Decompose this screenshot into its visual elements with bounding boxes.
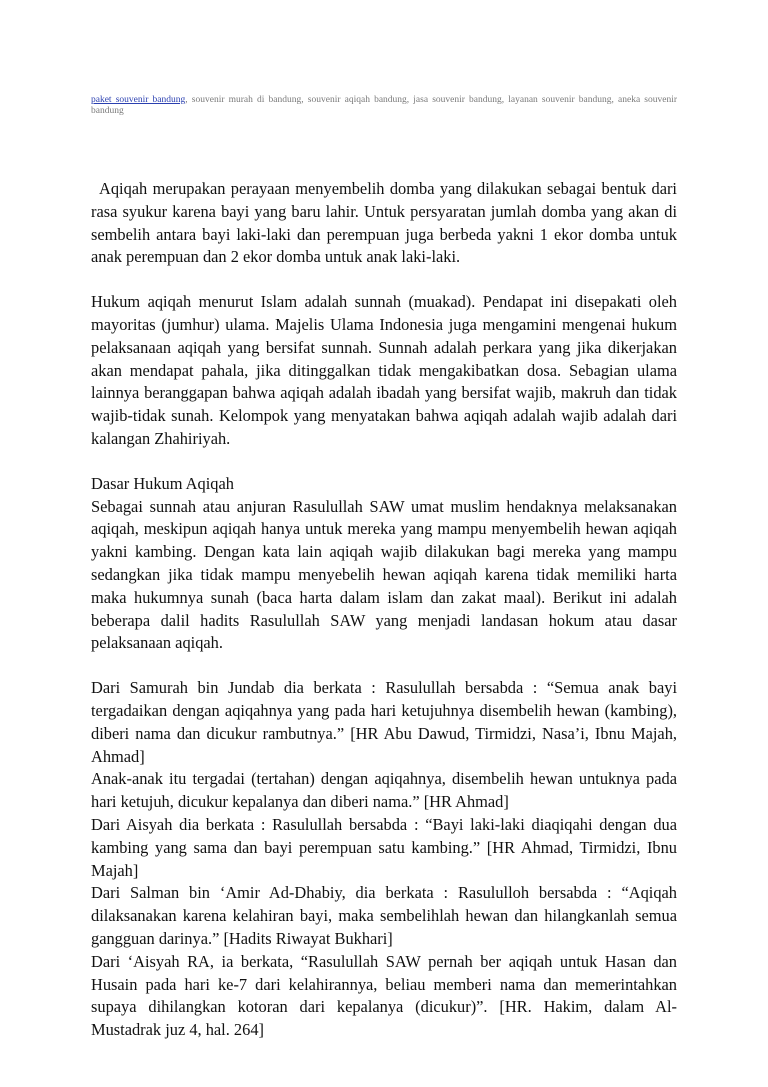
header-tags-text: , souvenir murah di bandung, souvenir aqiqah bandung, jasa souvenir bandung, layanan souvenir bandung, aneka souvenir bandung — [91, 95, 678, 116]
section-heading: Dasar Hukum Aqiqah — [91, 473, 234, 493]
paragraph-hukum: Hukum aqiqah menurut Islam adalah sunnah (muakad). Pendapat ini disepakati oleh mayoritas (jumhur) ulama. Majelis Ulama Indonesia juga mengamini mengenai hukum pelaksanaan aqiqah yang bersifat sunnah. Sunnah adalah perkara yang jika dikerjakan akan mendapat pahala, jika ditinggalkan tidak mengakibatkan dosa. Sebagian ulama lainnya beranggapan bahwa aqiqah adalah ibadah yang bersifat wajib, makruh dan tidak wajib-tidak sunah. Kelompok yang menyatakan bahwa aqiqah adalah wajib adalah dari kalangan Zhahiriyah. — [91, 292, 677, 448]
souvenir-link[interactable]: paket souvenir bandung — [91, 95, 186, 105]
page-header-tags — [91, 95, 677, 117]
hadith-3: Dari Aisyah dia berkata : Rasulullah bersabda : “Bayi laki-laki diaqiqahi dengan dua kambing yang sama dan bayi perempuan satu kambing.” [HR Ahmad, Tirmidzi, Ibnu Majah] — [91, 814, 677, 880]
paragraph-intro: Aqiqah merupakan perayaan menyembelih domba yang dilakukan sebagai bentuk dari rasa syukur karena bayi yang baru lahir. Untuk persyaratan jumlah domba yang akan di sembelih antara bayi laki-laki dan perempuan juga berbeda yakni 1 ekor domba untuk anak perempuan dan 2 ekor domba untuk anak laki-laki. — [91, 179, 677, 267]
hadith-5: Dari ‘Aisyah RA, ia berkata, “Rasulullah SAW pernah ber aqiqah untuk Hasan dan Husain pada hari ke-7 dari kelahirannya, beliau memberi nama dan memerintahkan supaya dihilangkan kotoran dari kepalanya (dicukur)”. [HR. Hakim, dalam Al-Mustadrak juz 4, hal. 264] — [91, 951, 677, 1040]
hadith-2: Anak-anak itu tergadai (tertahan) dengan aqiqahnya, disembelih hewan untuknya pada hari ketujuh, dicukur kepalanya dan diberi nama.” [HR Ahmad] — [91, 769, 677, 812]
article-body — [91, 178, 677, 1042]
hadith-1: Dari Samurah bin Jundab dia berkata : Rasulullah bersabda : “Semua anak bayi tergadaikan dengan aqiqahnya yang pada hari ketujuhnya disembelih hewan (kambing), diberi nama dan dicukur rambutnya.” [HR Abu Dawud, Tirmidzi, Nasa’i, Ibnu Majah, Ahmad] — [91, 678, 677, 766]
paragraph-dasar-hukum: Sebagai sunnah atau anjuran Rasulullah SAW umat muslim hendaknya melaksanakan aqiqah, meskipun aqiqah hanya untuk mereka yang mampu menyembelih hewan aqiqah yakni kambing. Dengan kata lain aqiqah wajib dilakukan bagi mereka yang mampu sedangkan jika tidak mampu menyebelih hewan aqiqah karena tidak memiliki harta maka hukumnya sunah (baca harta dalam islam dan zakat maal). Berikut ini adalah beberapa dalil hadits Rasulullah SAW yang menjadi landasan hokum atau dasar pelaksanaan aqiqah. — [91, 496, 677, 653]
hadith-4: Dari Salman bin ‘Amir Ad-Dhabiy, dia berkata : Rasululloh bersabda : “Aqiqah dilaksanakan karena kelahiran bayi, maka sembelihlah hewan dan hilangkanlah semua gangguan darinya.” [Hadits Riwayat Bukhari] — [91, 883, 677, 948]
